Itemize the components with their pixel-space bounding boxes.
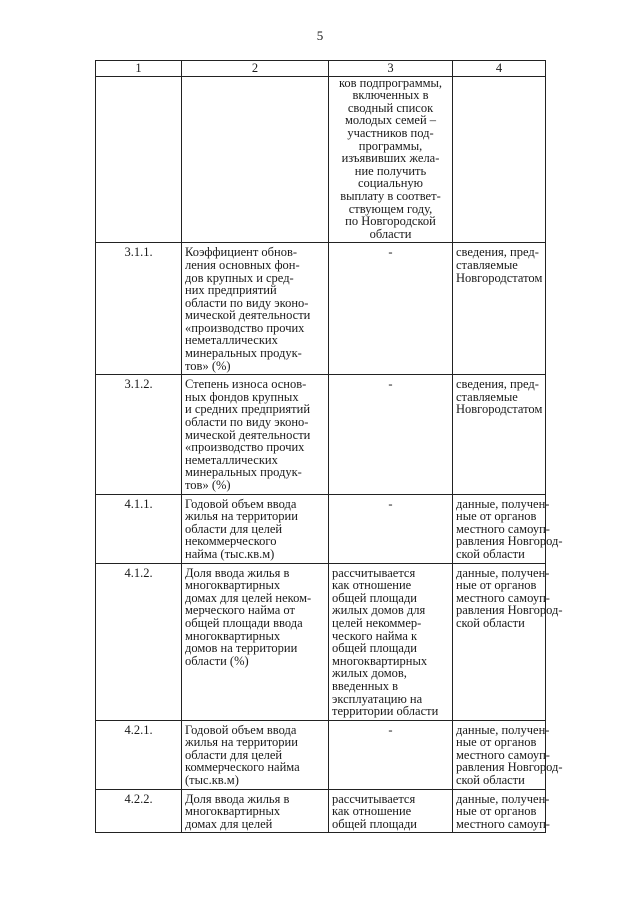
text-line: Новгородстатом [456,402,543,417]
text-line: ческого найма к [332,628,418,643]
text-line: области для целей [185,521,283,536]
text-line: жилых домов для [332,603,426,618]
text-line: них предприятий [185,283,277,298]
calculation-method-cell [329,494,453,563]
calculation-method-cell [329,720,453,789]
text-line: ской области [456,615,525,630]
table-row [96,563,546,720]
data-source-cell [453,789,550,833]
continuation-source-cell [453,76,546,243]
text-line: Годовой объем ввода [185,722,297,737]
text-line: многоквартирных [185,628,281,643]
text-line: области по виду эконо- [185,295,309,310]
text-line: ставляемые [456,257,518,272]
text-line: участников под- [347,125,434,140]
text-line: местного самоуп- [456,521,550,536]
calculation-method-cell [329,563,453,720]
indicator-name-cell [182,494,329,563]
table-row [96,789,546,833]
text-line: молодых семей – [344,113,437,128]
indicator-name-cell [182,563,329,720]
text-line: местного самоуп- [456,747,550,762]
indicator-table [95,60,563,833]
text-line: равления Новгород- [456,603,563,618]
table-row [96,720,546,789]
text-line: ные от органов [456,804,537,819]
text-line: территории области [332,704,439,719]
data-source-cell [453,563,563,720]
text-line: мической деятельности [185,427,311,442]
text-line: ные от органов [456,509,537,524]
text-line: выплату в соответ- [340,188,441,203]
text-line: равления Новгород- [456,760,563,775]
text-line: рассчитывается [332,791,416,806]
text-line: данные, получен- [456,496,550,511]
row-number: 4.2.1. [96,720,182,789]
text-line: ные от органов [456,578,537,593]
text-line: и средних предприятий [185,402,311,417]
header-col-4: 4 [453,61,546,77]
header-col-1: 1 [96,61,182,77]
text-line: данные, получен- [456,791,550,806]
text-line: дов крупных и сред- [185,270,294,285]
text-line: - [388,722,393,737]
text-line: целей некоммер- [332,615,422,630]
text-line: - [388,377,393,392]
text-line: ской области [456,773,525,788]
text-line: минеральных продук- [185,465,302,480]
text-line: домах для целей [185,816,273,831]
text-line: сведения, пред- [456,245,539,260]
data-source-cell [453,720,563,789]
text-line: изъявивших жела- [341,151,440,166]
text-line: области (%) [185,653,249,668]
text-line: ние получить [354,163,427,178]
continuation-name-cell [182,76,329,243]
text-line: данные, получен- [456,722,550,737]
table-row [96,375,546,494]
text-line: ных фондов крупных [185,389,299,404]
continuation-num-cell [96,76,182,243]
continuation-row [96,76,546,243]
text-line: равления Новгород- [456,534,563,549]
text-line: местного самоуп- [456,590,550,605]
text-line: домах для целей неком- [185,590,312,605]
indicator-name-cell [182,720,329,789]
text-line: неметаллических [185,452,278,467]
text-line: ков подпрограммы, [338,75,443,90]
calculation-method-cell [329,243,453,375]
header-col-2: 2 [182,61,329,77]
data-source-cell [453,375,546,494]
text-line: рассчитывается [332,565,416,580]
text-line: общей площади ввода [185,615,303,630]
calculation-method-cell [329,789,453,833]
text-line: программы, [358,138,423,153]
text-line: «производство прочих [185,320,305,335]
table-row [96,494,546,563]
text-line: многоквартирных [185,804,281,819]
text-line: ставляемые [456,389,518,404]
indicator-name-cell [182,243,329,375]
text-line: жилья на территории [185,509,298,524]
text-line: Годовой объем ввода [185,496,297,511]
indicator-name-cell [182,789,329,833]
row-number: 4.2.2. [96,789,182,833]
row-number: 3.1.2. [96,375,182,494]
text-line: многоквартирных [332,653,428,668]
text-line: сводный список [347,100,434,115]
continuation-method-cell [329,76,453,243]
text-line: неметаллических [185,333,278,348]
text-line: Новгородстатом [456,270,543,285]
row-number: 4.1.2. [96,563,182,720]
text-line: Степень износа основ- [185,377,307,392]
row-number: 4.1.1. [96,494,182,563]
text-line: - [388,245,393,260]
text-line: коммерческого найма [185,760,300,775]
header-col-3: 3 [329,61,453,77]
text-line: местного самоуп- [456,816,550,831]
text-line: эксплуатацию на [332,691,423,706]
text-line: «производство прочих [185,440,305,455]
text-line: данные, получен- [456,565,550,580]
text-line: Доля ввода жилья в [185,565,290,580]
text-line: Доля ввода жилья в [185,791,290,806]
calculation-method-cell [329,375,453,494]
text-line: сведения, пред- [456,377,539,392]
text-line: жилья на территории [185,735,298,750]
table-row [96,243,546,375]
text-line: как отношение [332,804,412,819]
text-line: ствующем году, [348,201,433,216]
text-line: найма (тыс.кв.м) [185,546,275,561]
data-source-cell [453,243,546,375]
text-line: по Новгородской [345,214,436,229]
text-line: ления основных фон- [185,257,300,272]
page-number: 5 [316,28,324,43]
text-line: - [388,496,393,511]
text-line: некоммерческого [185,534,277,549]
text-line: тов» (%) [185,358,231,373]
text-line: общей площади [332,816,417,831]
text-line: области по виду эконо- [185,415,309,430]
indicator-name-cell [182,375,329,494]
text-line: мерческого найма от [185,603,295,618]
text-line: введенных в [332,678,399,693]
header-row [96,61,546,77]
text-line: включенных в [352,88,429,103]
text-line: домов на территории [185,641,298,656]
text-line: области [369,226,412,241]
text-line: многоквартирных [185,578,281,593]
text-line: общей площади [332,641,417,656]
text-line: общей площади [332,590,417,605]
text-line: области для целей [185,747,283,762]
text-line: жилых домов, [332,666,407,681]
text-line: мической деятельности [185,308,311,323]
text-line: Коэффициент обнов- [185,245,298,260]
text-line: социальную [357,176,424,191]
row-number: 3.1.1. [96,243,182,375]
text-line: ные от органов [456,735,537,750]
text-line: минеральных продук- [185,346,302,361]
text-line: тов» (%) [185,478,231,492]
data-source-cell [453,494,563,563]
text-line: ской области [456,546,525,561]
text-line: как отношение [332,578,412,593]
text-line: (тыс.кв.м) [185,773,239,788]
